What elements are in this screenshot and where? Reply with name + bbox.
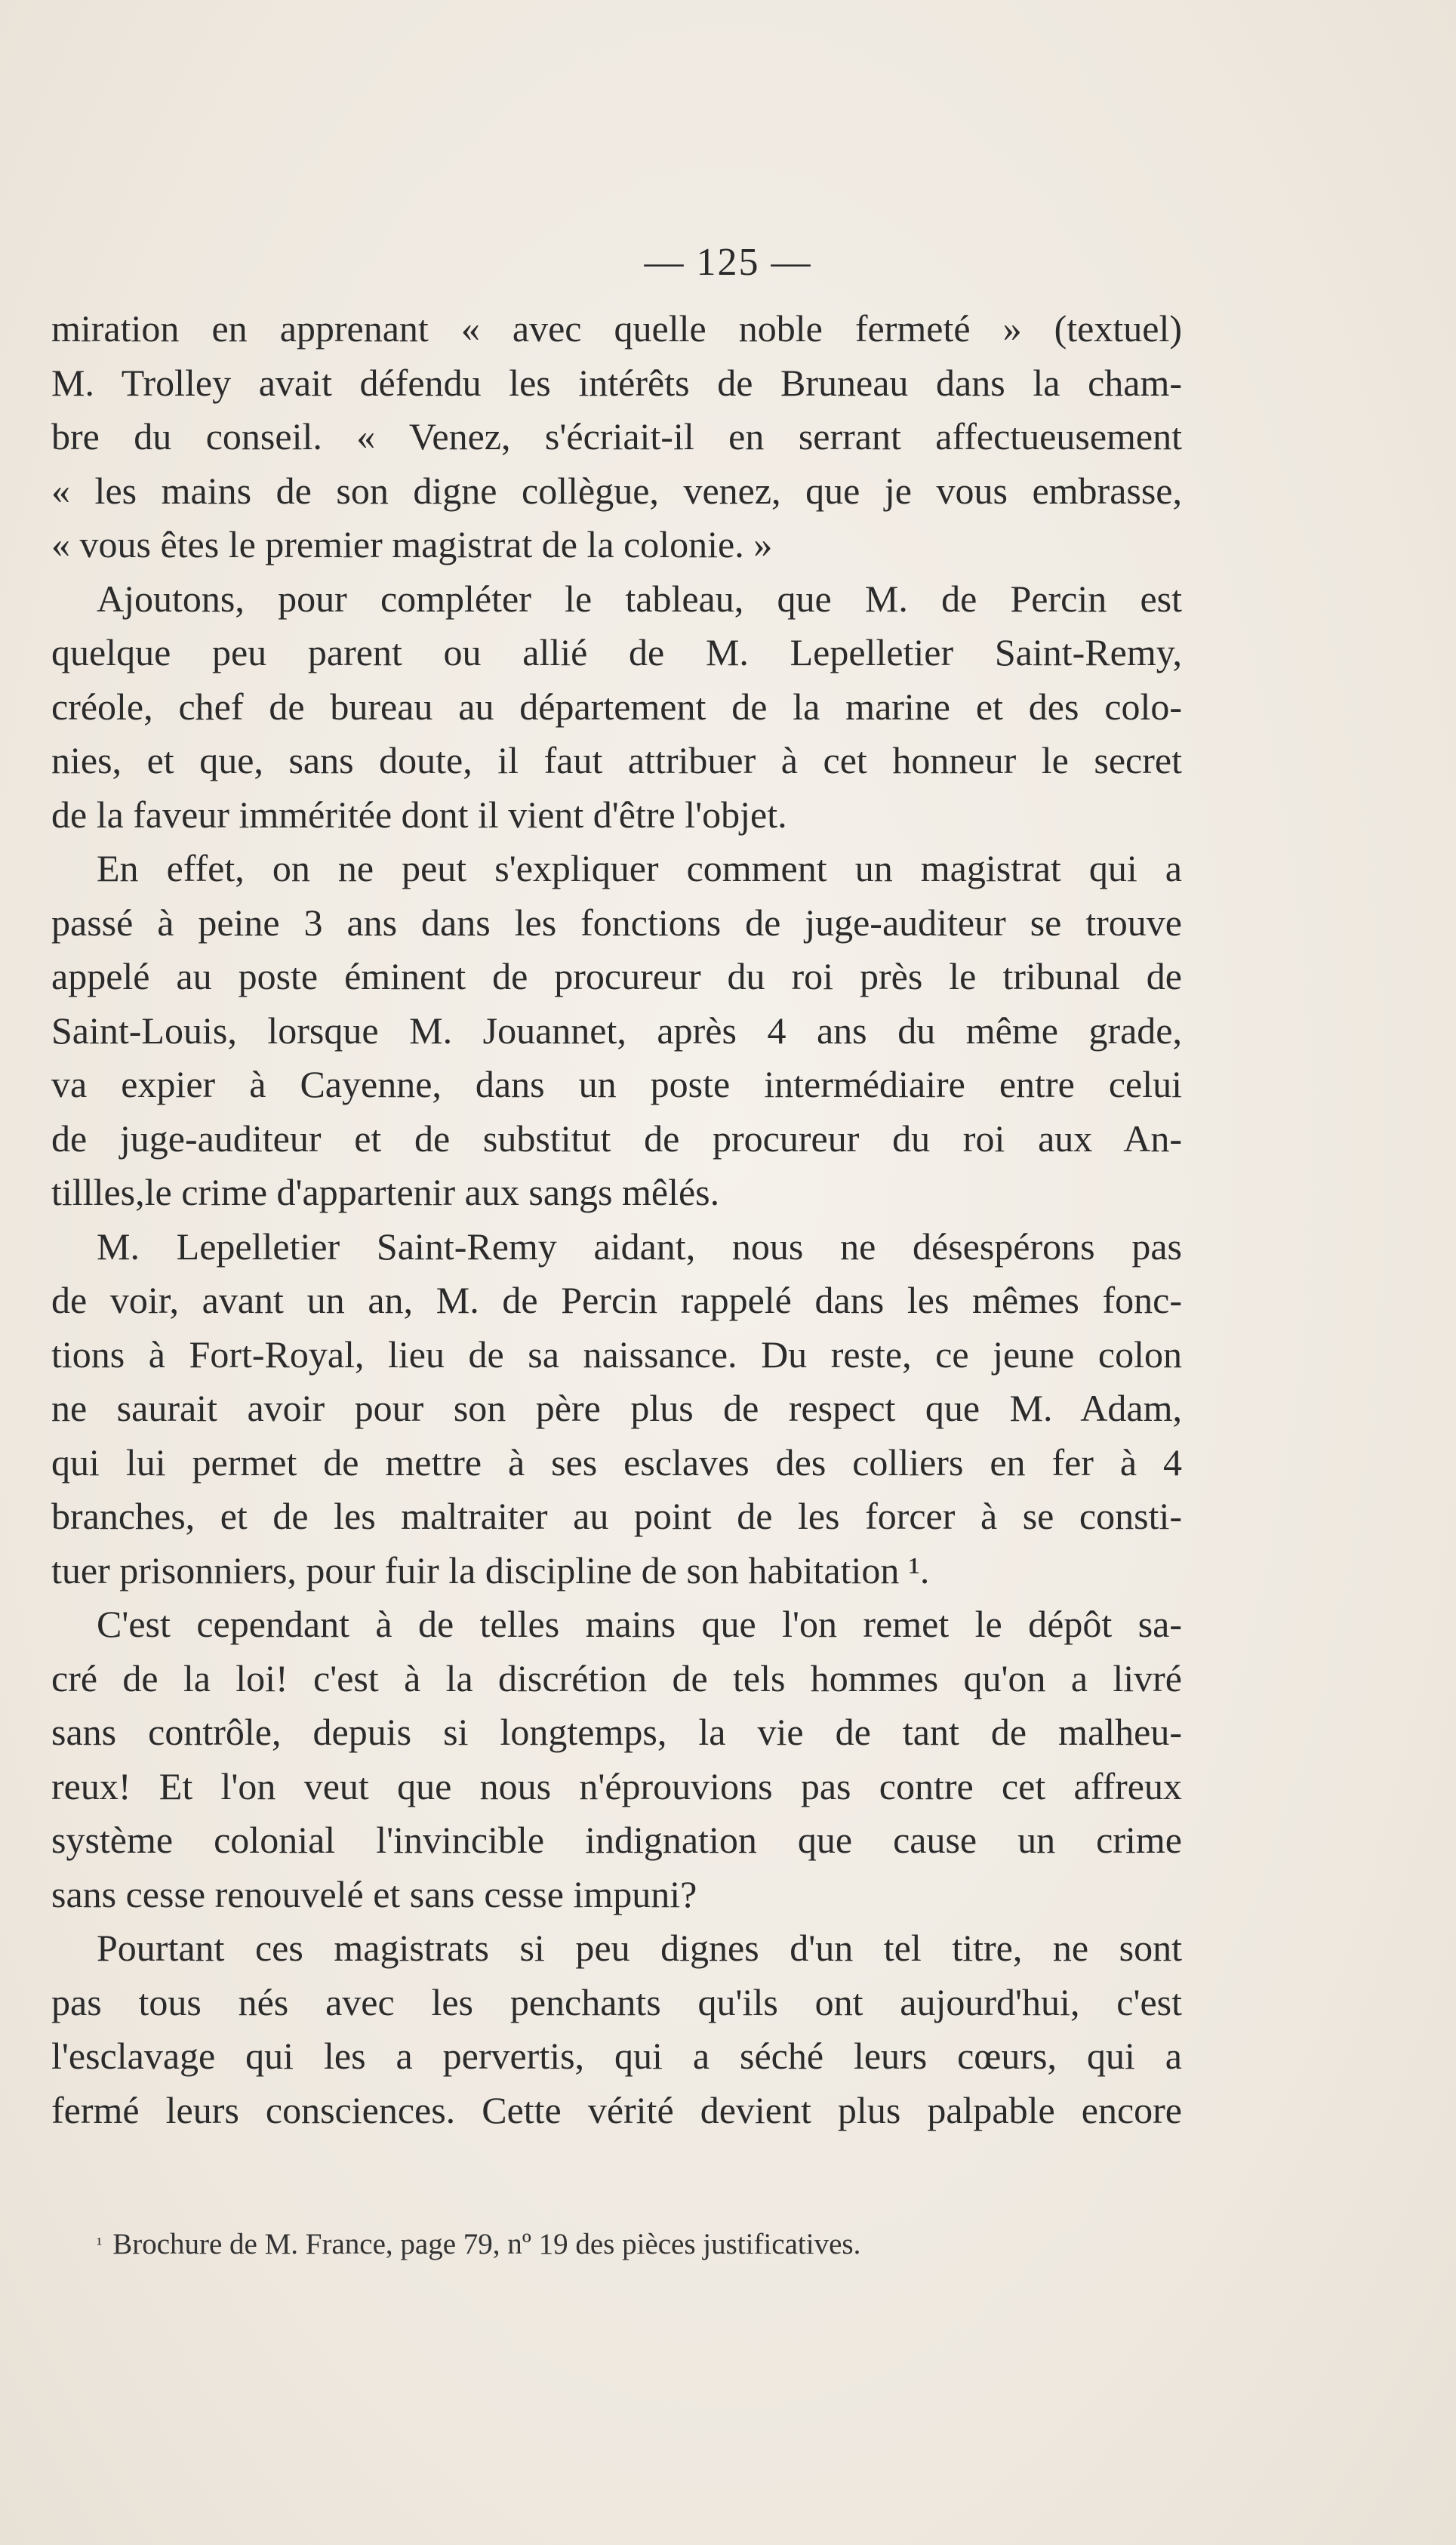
text-line: de juge-auditeur et de substitut de procureur du roi aux An- <box>51 1117 1182 1160</box>
page-number: — 125 — <box>644 241 812 284</box>
paragraph-1-end <box>51 518 1182 572</box>
text-line: créole, chef de bureau au département de la marine et des colo- <box>51 685 1182 728</box>
text-line: En effet, on ne peut s'expliquer comment un magistrat qui a <box>97 847 1182 889</box>
paragraph-5 <box>51 1598 1182 1868</box>
text-line: de la faveur imméritée dont il vient d'être l'objet. <box>51 793 787 836</box>
text-line: C'est cependant à de telles mains que l'on remet le dépôt sa- <box>97 1603 1182 1645</box>
text-line: Ajoutons, pour compléter le tableau, que M. de Percin est <box>97 577 1182 620</box>
text-line: nies, et que, sans doute, il faut attribuer à cet honneur le secret <box>51 739 1182 781</box>
text-line: reux! Et l'on veut que nous n'éprouvions pas contre cet affreux <box>51 1764 1182 1807</box>
text-line: tions à Fort-Royal, lieu de sa naissance. Du reste, ce jeune colon <box>51 1333 1182 1376</box>
text-line: système colonial l'invincible indignation que cause un crime <box>51 1819 1182 1861</box>
paragraph-1 <box>51 302 1182 518</box>
paragraph-4-end <box>51 1544 1182 1598</box>
text-line: Saint-Louis, lorsque M. Jouannet, après 4 ans du même grade, <box>51 1009 1182 1052</box>
text-line: M. Trolley avait défendu les intérêts de Bruneau dans la cham- <box>51 361 1182 404</box>
text-line: « les mains de son digne collègue, venez, que je vous embrasse, <box>51 469 1182 512</box>
text-line: ne saurait avoir pour son père plus de respect que M. Adam, <box>51 1387 1182 1429</box>
paragraph-3-end <box>51 1166 1182 1220</box>
text-line: va expier à Cayenne, dans un poste intermédiaire entre celui <box>51 1063 1182 1105</box>
footnote <box>97 2226 1184 2263</box>
text-line: tillles,le crime d'appartenir aux sangs mêlés. <box>51 1171 720 1213</box>
paragraph-3 <box>51 842 1182 1166</box>
text-line: Pourtant ces magistrats si peu dignes d'un tel titre, ne sont <box>97 1927 1182 1969</box>
text-line: miration en apprenant « avec quelle noble fermeté » (textuel) <box>51 307 1182 350</box>
footnote-text: Brochure de M. France, page 79, nº 19 des pièces justificatives. <box>112 2228 861 2260</box>
paragraph-2-end <box>51 788 1182 843</box>
paragraph-6 <box>51 1921 1182 2137</box>
paragraph-5-end <box>51 1868 1182 1922</box>
text-line: sans cesse renouvelé et sans cesse impuni? <box>51 1872 697 1915</box>
text-line: cré de la loi! c'est à la discrétion de tels hommes qu'on a livré <box>51 1656 1182 1699</box>
text-line: « vous êtes le premier magistrat de la colonie. » <box>51 523 773 565</box>
text-line: bre du conseil. « Venez, s'écriait-il en serrant affectueusement <box>51 415 1182 458</box>
paragraph-4 <box>51 1220 1182 1544</box>
body-text <box>51 302 1182 2137</box>
text-line: de voir, avant un an, M. de Percin rappelé dans les mêmes fonc- <box>51 1279 1182 1321</box>
text-line: fermé leurs consciences. Cette vérité devient plus palpable encore <box>51 2088 1182 2131</box>
paragraph-2 <box>51 572 1182 788</box>
text-line: M. Lepelletier Saint-Remy aidant, nous ne désespérons pas <box>97 1225 1182 1268</box>
text-line: qui lui permet de mettre à ses esclaves des colliers en fer à 4 <box>51 1440 1182 1484</box>
text-line: quelque peu parent ou allié de M. Lepelletier Saint-Remy, <box>51 631 1182 673</box>
text-line: passé à peine 3 ans dans les fonctions de juge-auditeur se trouve <box>51 901 1182 944</box>
text-line: tuer prisonniers, pour fuir la discipline de son habitation ¹. <box>51 1548 930 1591</box>
text-line: sans contrôle, depuis si longtemps, la vie de tant de malheu- <box>51 1711 1182 1753</box>
footnote-marker: ¹ <box>97 2235 103 2254</box>
text-line: appelé au poste éminent de procureur du roi près le tribunal de <box>51 955 1182 997</box>
text-line: branches, et de les maltraiter au point de les forcer à se consti- <box>51 1495 1182 1537</box>
text-line: l'esclavage qui les a pervertis, qui a séché leurs cœurs, qui a <box>51 2035 1182 2077</box>
text-line: pas tous nés avec les penchants qu'ils ont aujourd'hui, c'est <box>51 1980 1182 2023</box>
